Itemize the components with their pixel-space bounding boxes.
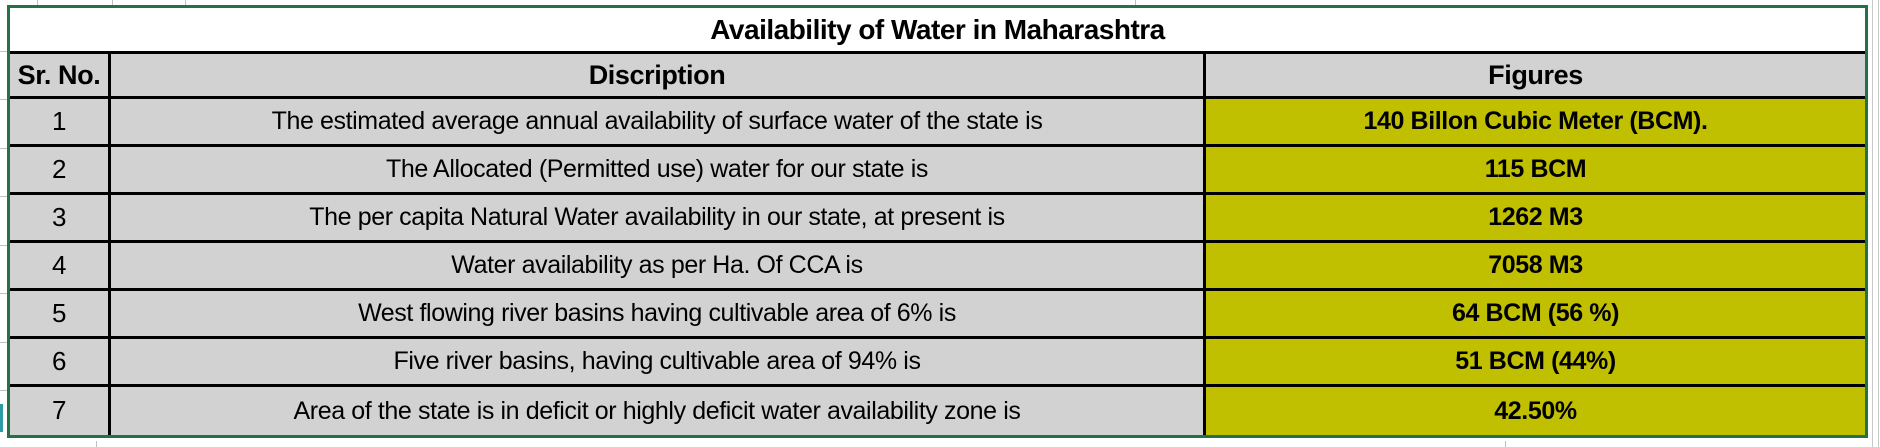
gridline-right <box>1872 0 1873 447</box>
description-cell[interactable]: Water availability as per Ha. Of CCA is <box>111 243 1206 291</box>
header-sr-no[interactable]: Sr. No. <box>10 54 111 99</box>
gridline-right <box>1878 0 1879 447</box>
description-cell[interactable]: The estimated average annual availability of surface water of the state is <box>111 99 1206 147</box>
water-availability-table <box>7 5 1868 438</box>
sr-cell[interactable]: 1 <box>10 99 111 147</box>
edge-artifact <box>0 404 3 432</box>
figure-cell[interactable]: 140 Billon Cubic Meter (BCM). <box>1206 99 1865 147</box>
figure-cell[interactable]: 51 BCM (44%) <box>1206 339 1865 387</box>
gridline-tick <box>0 342 7 343</box>
header-discription[interactable]: Discription <box>111 54 1206 99</box>
gridline-tick <box>0 196 7 197</box>
table-title: Availability of Water in Maharashtra <box>710 13 1165 45</box>
sr-cell[interactable]: 5 <box>10 291 111 339</box>
description-cell[interactable]: Area of the state is in deficit or highly deficit water availability zone is <box>111 387 1206 435</box>
gridline-tick <box>0 390 7 391</box>
gridline-tick <box>0 245 7 246</box>
description-cell[interactable]: Five river basins, having cultivable area of 94% is <box>111 339 1206 387</box>
gridline-tick <box>96 441 97 447</box>
gridline-tick <box>0 293 7 294</box>
figure-cell[interactable]: 42.50% <box>1206 387 1865 435</box>
gridline-tick <box>0 51 7 52</box>
table-title-cell[interactable] <box>10 8 1865 54</box>
sr-cell[interactable]: 2 <box>10 147 111 195</box>
figure-cell[interactable]: 1262 M3 <box>1206 195 1865 243</box>
gridline-tick <box>0 148 7 149</box>
description-cell[interactable]: The per capita Natural Water availability in our state, at present is <box>111 195 1206 243</box>
sr-cell[interactable]: 4 <box>10 243 111 291</box>
description-cell[interactable]: West flowing river basins having cultivable area of 6% is <box>111 291 1206 339</box>
description-cell[interactable]: The Allocated (Permitted use) water for our state is <box>111 147 1206 195</box>
sr-cell[interactable]: 6 <box>10 339 111 387</box>
gridline-tick <box>0 99 7 100</box>
gridline-tick <box>1505 441 1506 447</box>
sr-cell[interactable]: 3 <box>10 195 111 243</box>
figure-cell[interactable]: 115 BCM <box>1206 147 1865 195</box>
header-figures[interactable]: Figures <box>1206 54 1865 99</box>
table-grid <box>10 54 1865 435</box>
figure-cell[interactable]: 64 BCM (56 %) <box>1206 291 1865 339</box>
sr-cell[interactable]: 7 <box>10 387 111 435</box>
figure-cell[interactable]: 7058 M3 <box>1206 243 1865 291</box>
